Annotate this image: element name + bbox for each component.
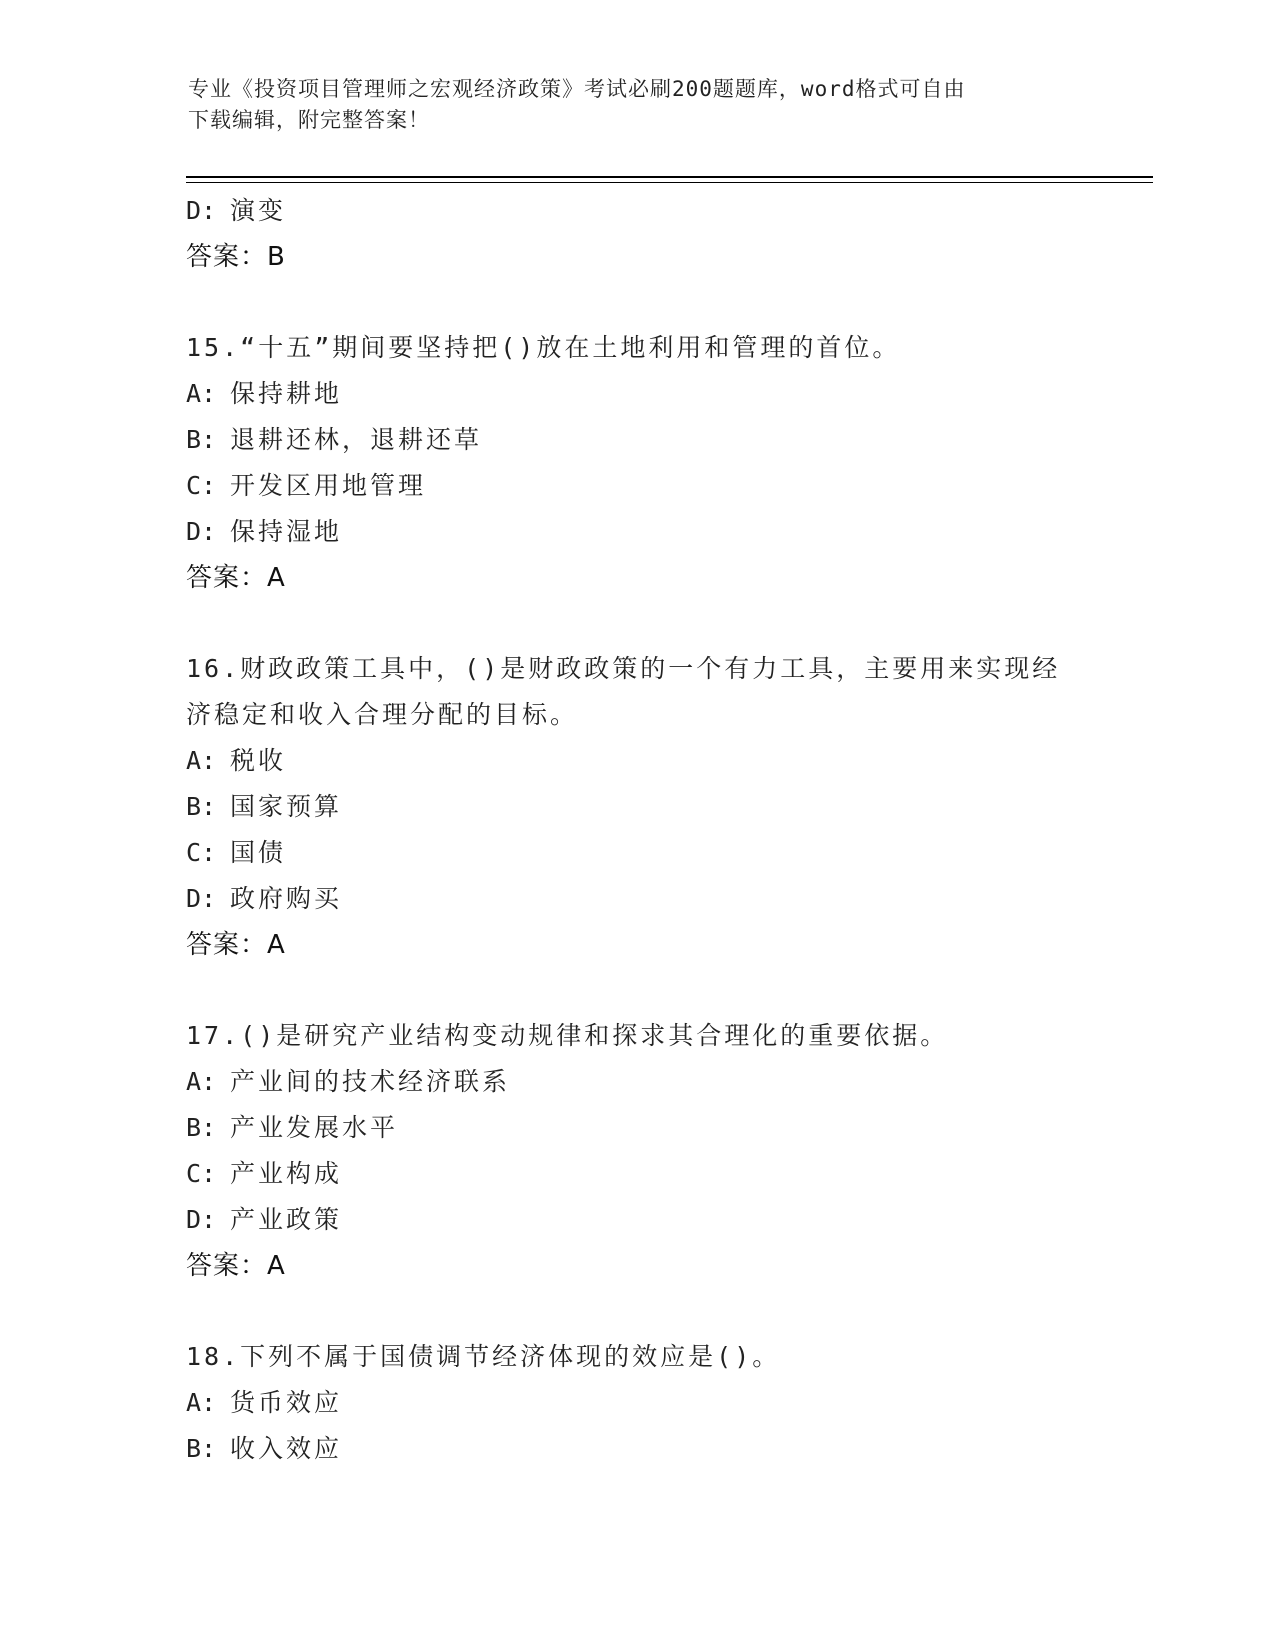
question-gap	[186, 1289, 1086, 1334]
option-text: 产业政策	[230, 1205, 343, 1234]
option-text: 产业间的技术经济联系	[230, 1067, 511, 1096]
question-15	[186, 325, 1086, 601]
option-d	[186, 509, 1086, 555]
option-letter: B:	[186, 425, 217, 454]
option-d	[186, 876, 1086, 922]
option-b	[186, 1426, 1086, 1472]
option-letter: D:	[186, 517, 217, 546]
option-a	[186, 371, 1086, 417]
question-gap	[186, 280, 1086, 325]
header-line-1: 专业《投资项目管理师之宏观经济政策》考试必刷200题题库，word格式可自由	[188, 77, 966, 101]
option-c	[186, 1151, 1086, 1197]
question-stem-line-1: 16.财政政策工具中，()是财政政策的一个有力工具，主要用来实现经	[186, 654, 1061, 683]
question-gap	[186, 968, 1086, 1013]
question-17	[186, 1013, 1086, 1289]
option-c	[186, 830, 1086, 876]
header-divider-thin	[186, 182, 1153, 183]
option-letter: A:	[186, 1067, 217, 1096]
option-text: 退耕还林，退耕还草	[230, 425, 483, 454]
option-letter: C:	[186, 838, 217, 867]
option-text: 演变	[230, 196, 287, 225]
option-text: 政府购买	[230, 884, 343, 913]
question-stem: 15.“十五”期间要坚持把()放在土地利用和管理的首位。	[186, 333, 901, 362]
option-text: 税收	[230, 746, 287, 775]
option-letter: B:	[186, 792, 217, 821]
option-letter: B:	[186, 1113, 217, 1142]
option-letter: D:	[186, 884, 217, 913]
option-b	[186, 417, 1086, 463]
option-d	[186, 1197, 1086, 1243]
question-gap	[186, 601, 1086, 646]
option-text: 国家预算	[230, 792, 343, 821]
option-letter: A:	[186, 746, 217, 775]
option-letter: A:	[186, 1388, 217, 1417]
option-a	[186, 1380, 1086, 1426]
document-header	[188, 74, 1068, 136]
option-text: 货币效应	[230, 1388, 343, 1417]
question-stem: 18.下列不属于国债调节经济体现的效应是()。	[186, 1342, 781, 1371]
option-c	[186, 463, 1086, 509]
option-letter: C:	[186, 471, 217, 500]
option-letter: D:	[186, 196, 217, 225]
header-line-2: 下载编辑，附完整答案！	[188, 108, 430, 132]
answer-line: 答案：A	[186, 563, 286, 593]
answer-line: 答案：A	[186, 930, 286, 960]
option-letter: D:	[186, 1205, 217, 1234]
header-divider-thick	[186, 176, 1153, 178]
option-text: 保持耕地	[230, 379, 343, 408]
option-d	[186, 188, 1086, 234]
question-stem: 17.()是研究产业结构变动规律和探求其合理化的重要依据。	[186, 1021, 949, 1050]
option-text: 国债	[230, 838, 287, 867]
option-text: 开发区用地管理	[230, 471, 427, 500]
question-list	[186, 188, 1086, 1472]
option-text: 保持湿地	[230, 517, 343, 546]
option-letter: C:	[186, 1159, 217, 1188]
option-a	[186, 1059, 1086, 1105]
option-letter: A:	[186, 379, 217, 408]
question-16	[186, 646, 1086, 968]
answer-line: 答案：A	[186, 1251, 286, 1281]
question-18	[186, 1334, 1086, 1472]
answer-line: 答案：B	[186, 242, 286, 272]
option-b	[186, 1105, 1086, 1151]
option-b	[186, 784, 1086, 830]
option-text: 产业构成	[230, 1159, 343, 1188]
option-text: 收入效应	[230, 1434, 343, 1463]
option-text: 产业发展水平	[230, 1113, 399, 1142]
option-letter: B:	[186, 1434, 217, 1463]
question-stem-line-2: 济稳定和收入合理分配的目标。	[186, 700, 579, 729]
option-a	[186, 738, 1086, 784]
